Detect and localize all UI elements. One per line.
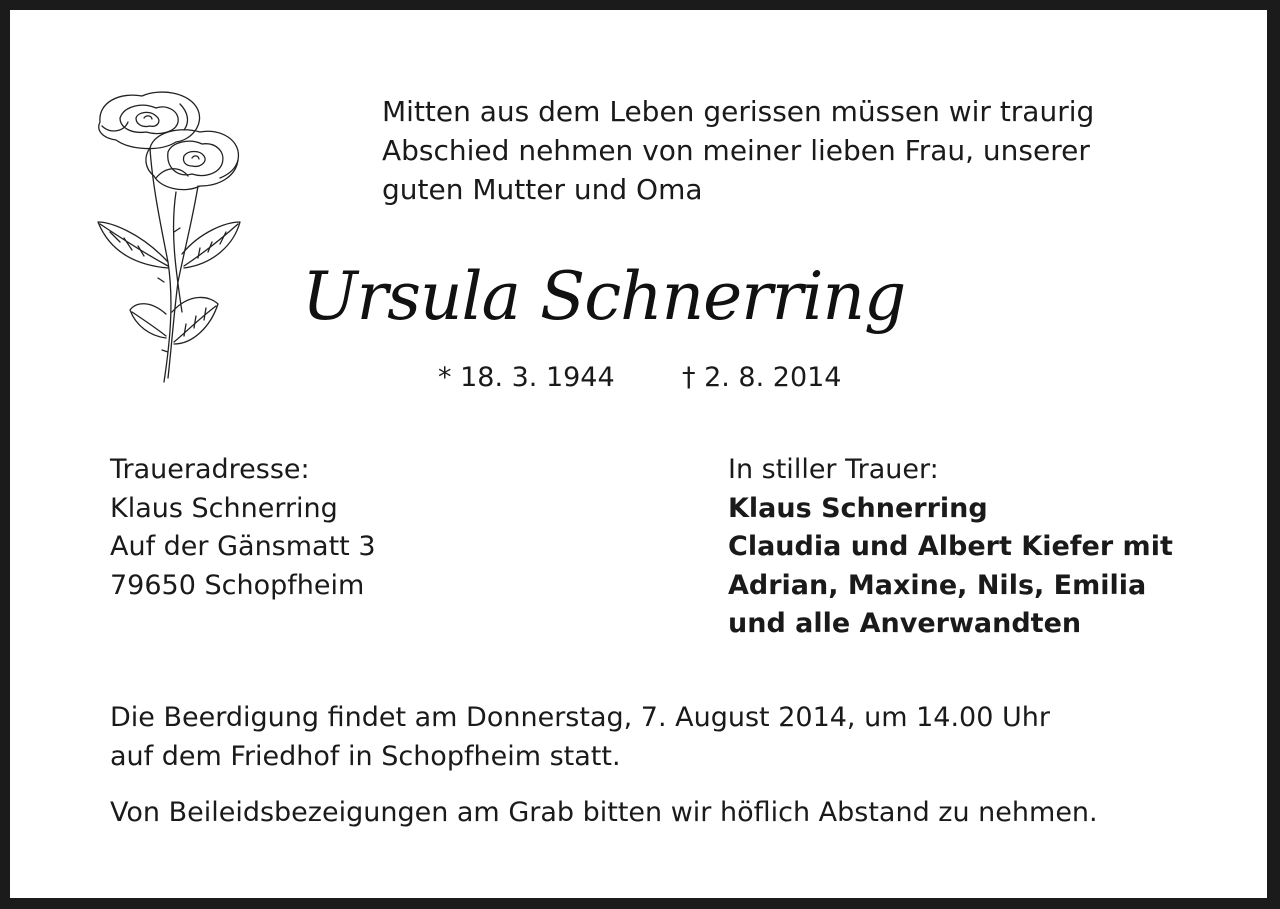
deceased-name: Ursula Schnerring bbox=[302, 258, 906, 335]
intro-line: Abschied nehmen von meiner lieben Frau, unserer bbox=[382, 134, 1090, 167]
address-heading: Traueradresse: bbox=[110, 454, 310, 485]
mourner-line: und alle Anverwandten bbox=[728, 608, 1082, 639]
mourners-heading: In stiller Trauer: bbox=[728, 454, 939, 485]
funeral-line: auf dem Friedhof in Schopfheim statt. bbox=[110, 741, 621, 772]
intro-text bbox=[382, 92, 1170, 209]
funeral-info bbox=[110, 698, 1170, 776]
mourner-line: Adrian, Maxine, Nils, Emilia bbox=[728, 569, 1147, 601]
address-city: 79650 Schopfheim bbox=[110, 569, 365, 601]
mourner-line: Claudia und Albert Kiefer mit bbox=[728, 531, 1173, 562]
mourning-address bbox=[110, 451, 376, 605]
mourners-list bbox=[728, 451, 1173, 644]
funeral-line: Die Beerdigung findet am Donnerstag, 7. August 2014, um 14.00 Uhr bbox=[110, 702, 1050, 733]
death-date: † 2. 8. 2014 bbox=[682, 362, 842, 393]
intro-line: Mitten aus dem Leben gerissen müssen wir traurig bbox=[382, 95, 1095, 128]
rose-icon bbox=[80, 82, 260, 392]
address-street: Auf der Gänsmatt 3 bbox=[110, 531, 376, 562]
mourner-line: Klaus Schnerring bbox=[728, 492, 988, 524]
intro-line: guten Mutter und Oma bbox=[382, 173, 703, 206]
condolence-note: Von Beileidsbezeigungen am Grab bitten wir höflich Abstand zu nehmen. bbox=[110, 797, 1098, 828]
address-name: Klaus Schnerring bbox=[110, 492, 338, 524]
birth-date: * 18. 3. 1944 bbox=[438, 362, 615, 393]
